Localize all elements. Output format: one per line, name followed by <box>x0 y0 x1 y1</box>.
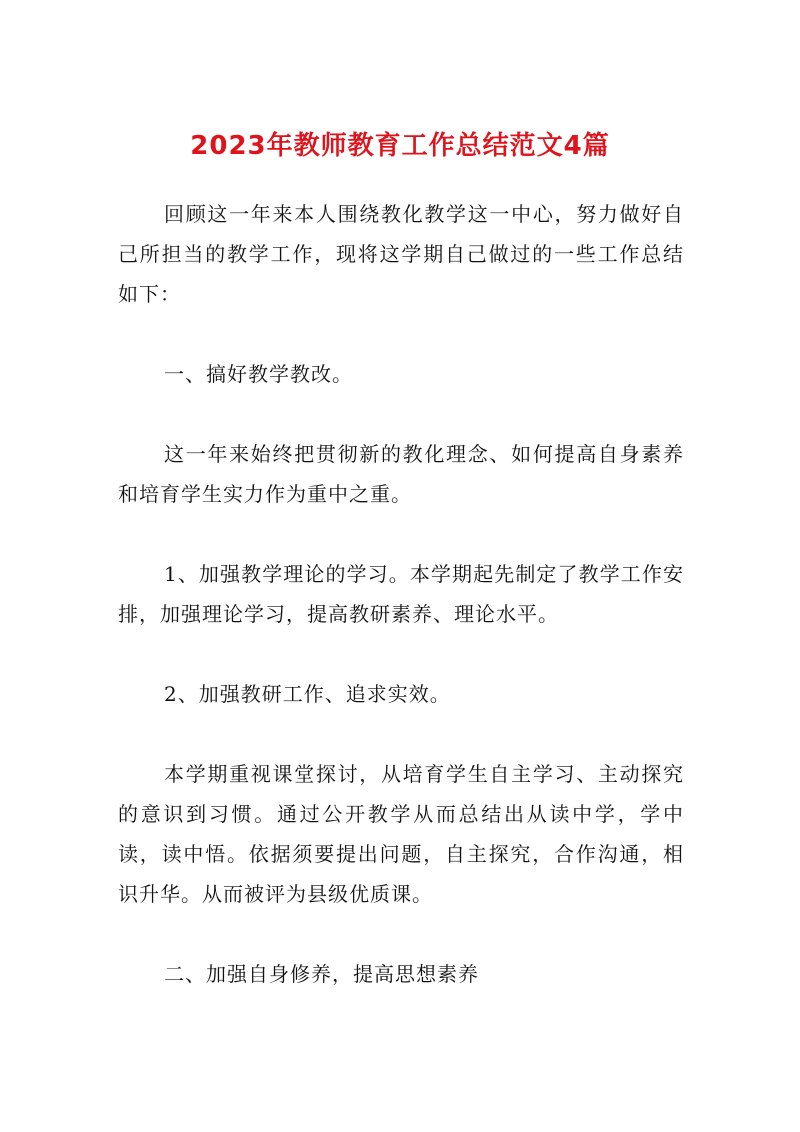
heading-section-1: 一、搞好教学教改。 <box>164 362 353 386</box>
document-body <box>118 194 684 1034</box>
paragraph-item-1: 1、加强教学理论的学习。本学期起先制定了教学工作安排，加强理论学习，提高教研素养、理论水平。 <box>118 562 684 626</box>
document-title: 2023年教师教育工作总结范文4篇 <box>190 131 610 161</box>
heading-section-2: 二、加强自身修养，提高思想素养 <box>164 962 479 986</box>
paragraph-intro: 回顾这一年来本人围绕教化教学这一中心，努力做好自己所担当的教学工作，现将这学期自己做过的一些工作总结如下： <box>118 202 684 306</box>
paragraph-section-1-summary: 这一年来始终把贯彻新的教化理念、如何提高自身素养和培育学生实力作为重中之重。 <box>118 442 684 506</box>
heading-item-2: 2、加强教研工作、追求实效。 <box>164 682 451 706</box>
paragraph-item-2-detail: 本学期重视课堂探讨，从培育学生自主学习、主动探究的意识到习惯。通过公开教学从而总结出从读中学，学中读，读中悟。依据须要提出问题，自主探究，合作沟通，相识升华。从而被评为县级优质课。 <box>118 762 684 906</box>
